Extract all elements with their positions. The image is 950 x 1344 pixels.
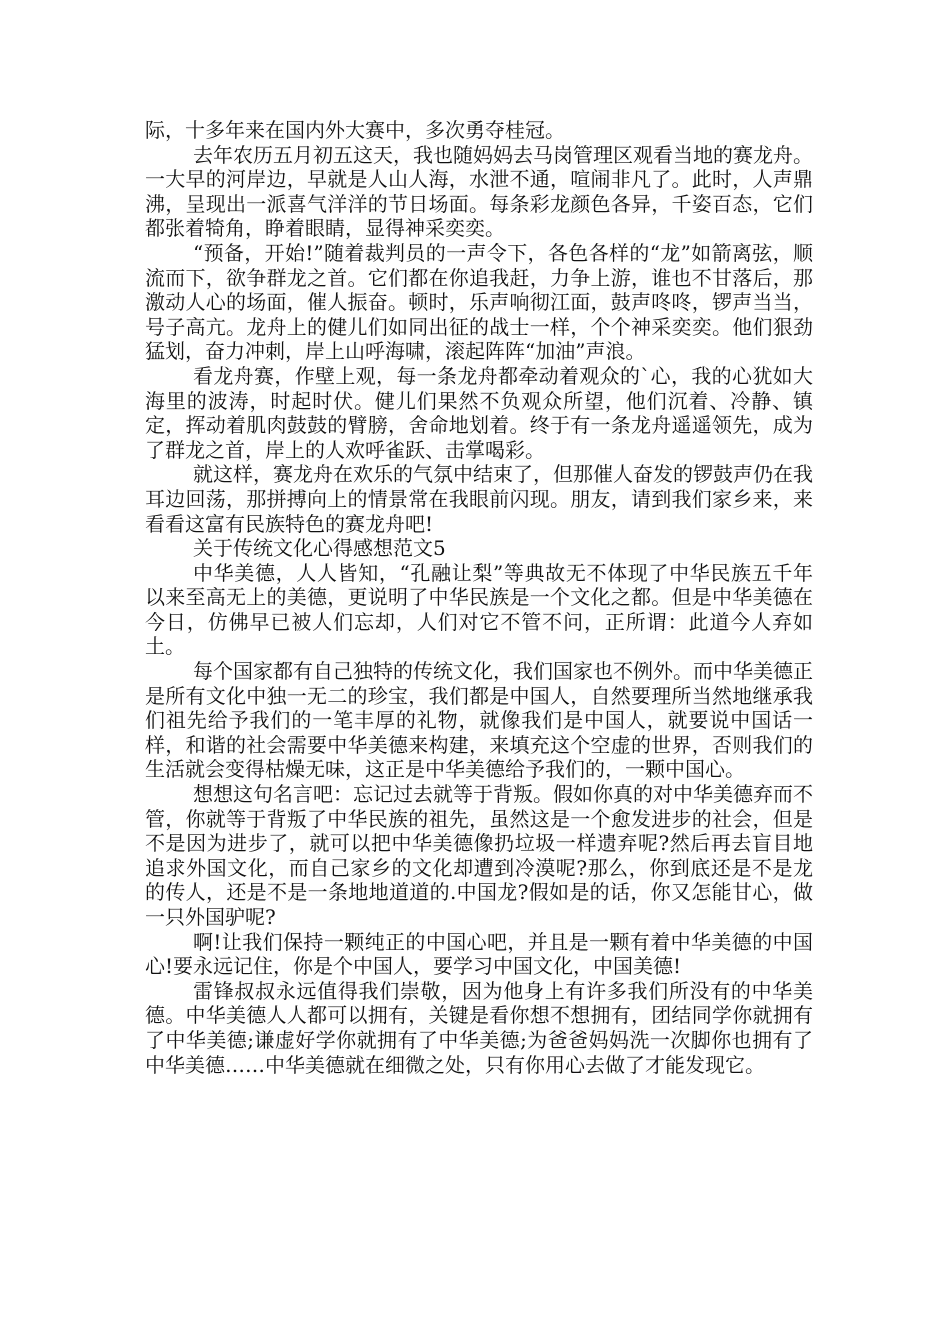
paragraph-chinese-heart: 啊!让我们保持一颗纯正的中国心吧，并且是一颗有着中华美德的中国心!要永远记住，你是个中国人，要学习中国文化，中国美德! xyxy=(145,929,813,979)
section-heading: 关于传统文化心得感想范文5 xyxy=(193,536,446,561)
paragraph-national-culture: 每个国家都有自己独特的传统文化，我们国家也不例外。而中华美德正是所有文化中独一无二的珍宝，我们都是中国人，自然要理所当然地继承我们祖先给予我们的一笔丰厚的礼物，就像我们是中国人，就要说中国话一样，和谐的社会需要中华美德来构建，来填充这个空虚的世界，否则我们的生活就会变得枯燥无味，这正是中华美德给予我们的，一颗中国心。 xyxy=(145,659,813,782)
paragraph-virtue-intro: 中华美德，人人皆知，“孔融让梨”等典故无不体现了中华民族五千年以来至高无上的美德，更说明了中华民族是一个文化之都。但是中华美德在今日，仿佛早已被人们忘却，人们对它不管不问，正所谓：此道今人弃如土。 xyxy=(145,560,813,659)
paragraph-continuation: 际，十多年来在国内外大赛中，多次勇夺桂冠。 xyxy=(145,118,565,142)
paragraph-race-start: “预备，开始!”随着裁判员的一声令下，各色各样的“龙”如箭离弦，顺流而下，欲争群龙之首。它们都在你追我赶，力争上游，谁也不甘落后，那激动人心的场面，催人振奋。顿时，乐声响彻江面，鼓声咚咚，锣声当当，号子高亢。龙舟上的健儿们如同出征的战士一样，个个神采奕奕。他们狠劲猛划，奋力冲刺，岸上山呼海啸，滚起阵阵“加油”声浪。 xyxy=(145,240,813,364)
paragraph-lei-feng: 雷锋叔叔永远值得我们崇敬，因为他身上有许多我们所没有的中华美德。中华美德人人都可以拥有，关键是看你想不想拥有，团结同学你就拥有了中华美德;谦虚好学你就拥有了中华美德;为爸爸妈妈洗一次脚你也拥有了中华美德……中华美德就在细微之处，只有你用心去做了才能发现它。 xyxy=(145,978,813,1077)
paragraph-dragon-boat-morning: 去年农历五月初五这天，我也随妈妈去马岗管理区观看当地的赛龙舟。一大早的河岸边，早就是人山人海，水泄不通，喧闹非凡了。此时，人声鼎沸，呈现出一派喜气洋洋的节日场面。每条彩龙颜色各异，千姿百态，它们都张着犄角，睁着眼睛，显得神采奕奕。 xyxy=(145,142,813,241)
paragraph-watching-race: 看龙舟赛，作壁上观，每一条龙舟都牵动着观众的`心，我的心犹如大海里的波涛，时起时伏。健儿们果然不负观众所望，他们沉着、冷静、镇定，挥动着肌肉鼓鼓的臂膀，舍命地划着。终于有一条龙舟遥遥领先，成为了群龙之首，岸上的人欢呼雀跃、击掌喝彩。 xyxy=(145,363,813,462)
paragraph-quote-reflection: 想想这句名言吧：忘记过去就等于背叛。假如你真的对中华美德弃而不管，你就等于背叛了中华民族的祖先，虽然这是一个愈发进步的社会，但是不是因为进步了，就可以把中华美德像扔垃圾一样遗弃呢?然后再去盲目地追求外国文化，而自己家乡的文化却遭到冷漠呢?那么，你到底还是不是龙的传人，还是不是一条地地道道的.中国龙?假如是的话，你又怎能甘心，做一只外国驴呢? xyxy=(145,782,813,929)
paragraph-race-end: 就这样，赛龙舟在欢乐的气氛中结束了，但那催人奋发的锣鼓声仍在我耳边回荡，那拼搏向上的情景常在我眼前闪现。朋友，请到我们家乡来，来看看这富有民族特色的赛龙舟吧! xyxy=(145,462,813,536)
document-body xyxy=(145,118,813,1077)
